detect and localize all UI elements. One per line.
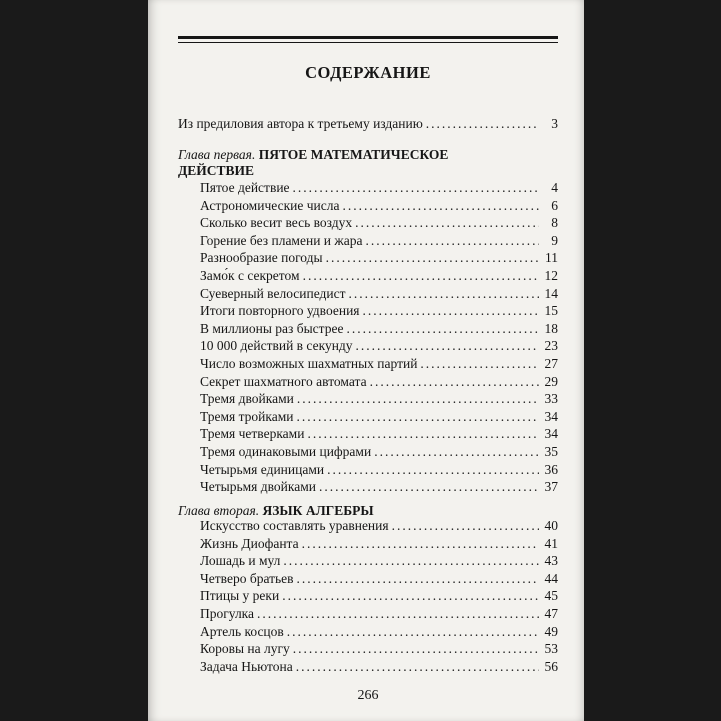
- toc-entry: [200, 426, 558, 444]
- leader-dots: [283, 553, 539, 569]
- leader-dots: [302, 536, 539, 552]
- toc-entry-page: 8: [551, 215, 558, 231]
- toc-entry: [200, 536, 558, 554]
- toc-entry-page: 29: [544, 373, 558, 389]
- toc-foreword-title: Из предиловия автора к третьему изданию: [178, 116, 423, 131]
- toc-entry-page: 15: [544, 303, 558, 319]
- toc-entry: [200, 338, 558, 356]
- leader-dots: [420, 356, 539, 372]
- toc-entry: [200, 198, 558, 216]
- toc-entry-title: Тремя двойками: [200, 391, 294, 407]
- toc-entry: [200, 444, 558, 462]
- toc-entry: [200, 250, 558, 268]
- toc-entry-title: Птицы у реки: [200, 588, 280, 604]
- toc-entry-page: 11: [545, 250, 558, 266]
- toc-entry-title: Замо́к с секретом: [200, 268, 300, 283]
- toc-entry-title: Число возможных шахматных партий: [200, 356, 418, 371]
- leader-dots: [327, 462, 539, 478]
- toc-entry-page: 27: [544, 356, 558, 371]
- leader-dots: [319, 479, 539, 495]
- leader-dots: [297, 571, 539, 587]
- toc-entry-title: 10 000 действий в секунду: [200, 338, 353, 354]
- toc-entry-page: 34: [544, 408, 558, 424]
- toc-entry: [200, 409, 558, 427]
- leader-dots: [293, 180, 539, 196]
- toc-foreword-page: 3: [551, 116, 558, 131]
- toc-entry-title: Жизнь Диофанта: [200, 535, 299, 551]
- chapter-1-label: Глава первая.: [178, 147, 256, 162]
- toc-entry: [200, 641, 558, 659]
- toc-entry: [200, 391, 558, 409]
- toc-entry-title: Итоги повторного удвоения: [200, 303, 360, 319]
- toc-entry-title: Коровы на лугу: [200, 641, 290, 657]
- toc-entry: [200, 215, 558, 233]
- leader-dots: [282, 588, 539, 604]
- chapter-1-name-line2: ДЕЙСТВИЕ: [178, 163, 255, 178]
- leader-dots: [257, 606, 539, 622]
- toc-title: СОДЕРЖАНИЕ: [305, 63, 431, 82]
- toc-entry-title: Пятое действие: [200, 180, 290, 195]
- toc-entry-title: Лошадь и мул: [200, 553, 281, 569]
- toc-entry-page: 44: [544, 570, 558, 586]
- toc-entry-title: Сколько весит весь воздух: [200, 215, 353, 231]
- toc-entry-title: Четверо братьев: [200, 570, 294, 586]
- leader-dots: [326, 250, 539, 266]
- toc-entry: [200, 286, 558, 304]
- leader-dots: [355, 215, 539, 231]
- leader-dots: [297, 391, 539, 407]
- header-rule-thick: [178, 36, 558, 39]
- chapter-2-label: Глава вторая.: [178, 503, 260, 518]
- toc-entry-title: Суеверный велосипедист: [200, 285, 346, 301]
- toc-entry-page: 35: [544, 444, 558, 459]
- toc-entry-title: Искусство составлять уравнения: [200, 518, 389, 533]
- toc-entry-title: Астрономические числа: [200, 197, 340, 213]
- leader-dots: [370, 374, 539, 390]
- toc-entry-page: 53: [544, 641, 558, 657]
- toc-entry: [200, 659, 558, 677]
- page-number: 266: [357, 688, 379, 703]
- chapter-1-name-line1: ПЯТОЕ МАТЕМАТИЧЕСКОЕ: [258, 147, 449, 162]
- toc-entry: [200, 553, 558, 571]
- leader-dots: [296, 659, 539, 675]
- toc-entry-page: 37: [544, 479, 558, 495]
- chapter-2-name-line1: ЯЗЫК АЛГЕБРЫ: [262, 503, 374, 518]
- toc-entry-title: Прогулка: [200, 606, 255, 621]
- toc-entry-page: 56: [544, 658, 558, 674]
- leader-dots: [346, 321, 539, 337]
- toc-entry-page: 14: [544, 285, 558, 301]
- toc-entry-page: 34: [544, 426, 558, 442]
- toc-entry-page: 33: [544, 391, 558, 407]
- toc-entry: [200, 233, 558, 251]
- toc-entry-page: 6: [551, 197, 558, 213]
- leader-dots: [342, 198, 539, 214]
- toc-entry-page: 9: [551, 232, 558, 248]
- toc-entry-page: 12: [544, 268, 558, 283]
- toc-entry: [200, 268, 558, 286]
- toc-entry: [200, 518, 558, 536]
- toc-entry-page: 4: [551, 180, 558, 195]
- leader-dots: [374, 444, 539, 460]
- toc-entry: [200, 479, 558, 497]
- toc-entry-title: В миллионы раз быстрее: [200, 320, 344, 336]
- toc-entry: [200, 624, 558, 642]
- toc-entry-title: Тремя тройками: [200, 408, 294, 424]
- toc-entry-title: Разнообразие погоды: [200, 250, 323, 266]
- toc-entry: [200, 571, 558, 589]
- toc-entry: [200, 303, 558, 321]
- toc-entry-title: Четырьмя единицами: [200, 461, 325, 477]
- leader-dots: [426, 116, 539, 132]
- leader-dots: [303, 268, 539, 284]
- toc-entry: [200, 374, 558, 392]
- chapter-1-heading: [178, 147, 558, 179]
- leader-dots: [392, 518, 539, 534]
- toc-entry: [200, 321, 558, 339]
- toc-entry: [200, 356, 558, 374]
- toc-entry: [200, 462, 558, 480]
- leader-dots: [349, 286, 539, 302]
- leader-dots: [365, 233, 539, 249]
- leader-dots: [287, 624, 539, 640]
- toc-entry: [200, 180, 558, 198]
- leader-dots: [293, 641, 539, 657]
- toc-entry-page: 49: [544, 623, 558, 639]
- header-rule-thin: [178, 42, 558, 43]
- toc-entry-page: 23: [544, 338, 558, 354]
- toc-entry-page: 45: [544, 588, 558, 604]
- toc-entry-title: Тремя одинаковыми цифрами: [200, 444, 372, 459]
- toc-entry: [200, 606, 558, 624]
- leader-dots: [297, 409, 539, 425]
- toc-entry-title: Секрет шахматного автомата: [200, 373, 367, 389]
- chapter-2-heading: [178, 503, 558, 519]
- toc-entry-page: 47: [544, 606, 558, 621]
- toc-entry-page: 41: [544, 535, 558, 551]
- toc-entry-title: Горение без пламени и жара: [200, 232, 363, 248]
- toc-entry-title: Задача Ньютона: [200, 658, 293, 674]
- toc-entry: [200, 588, 558, 606]
- toc-entry-title: Четырьмя двойками: [200, 479, 317, 495]
- toc-entry-page: 43: [544, 553, 558, 569]
- leader-dots: [307, 426, 539, 442]
- toc-foreword: [178, 116, 558, 134]
- toc-entry-page: 18: [544, 320, 558, 336]
- toc-entry-page: 40: [544, 518, 558, 533]
- toc-entry-page: 36: [544, 461, 558, 477]
- leader-dots: [356, 338, 539, 354]
- leader-dots: [363, 303, 539, 319]
- toc-entry-title: Артель косцов: [200, 623, 284, 639]
- toc-entry-title: Тремя четверками: [200, 426, 305, 442]
